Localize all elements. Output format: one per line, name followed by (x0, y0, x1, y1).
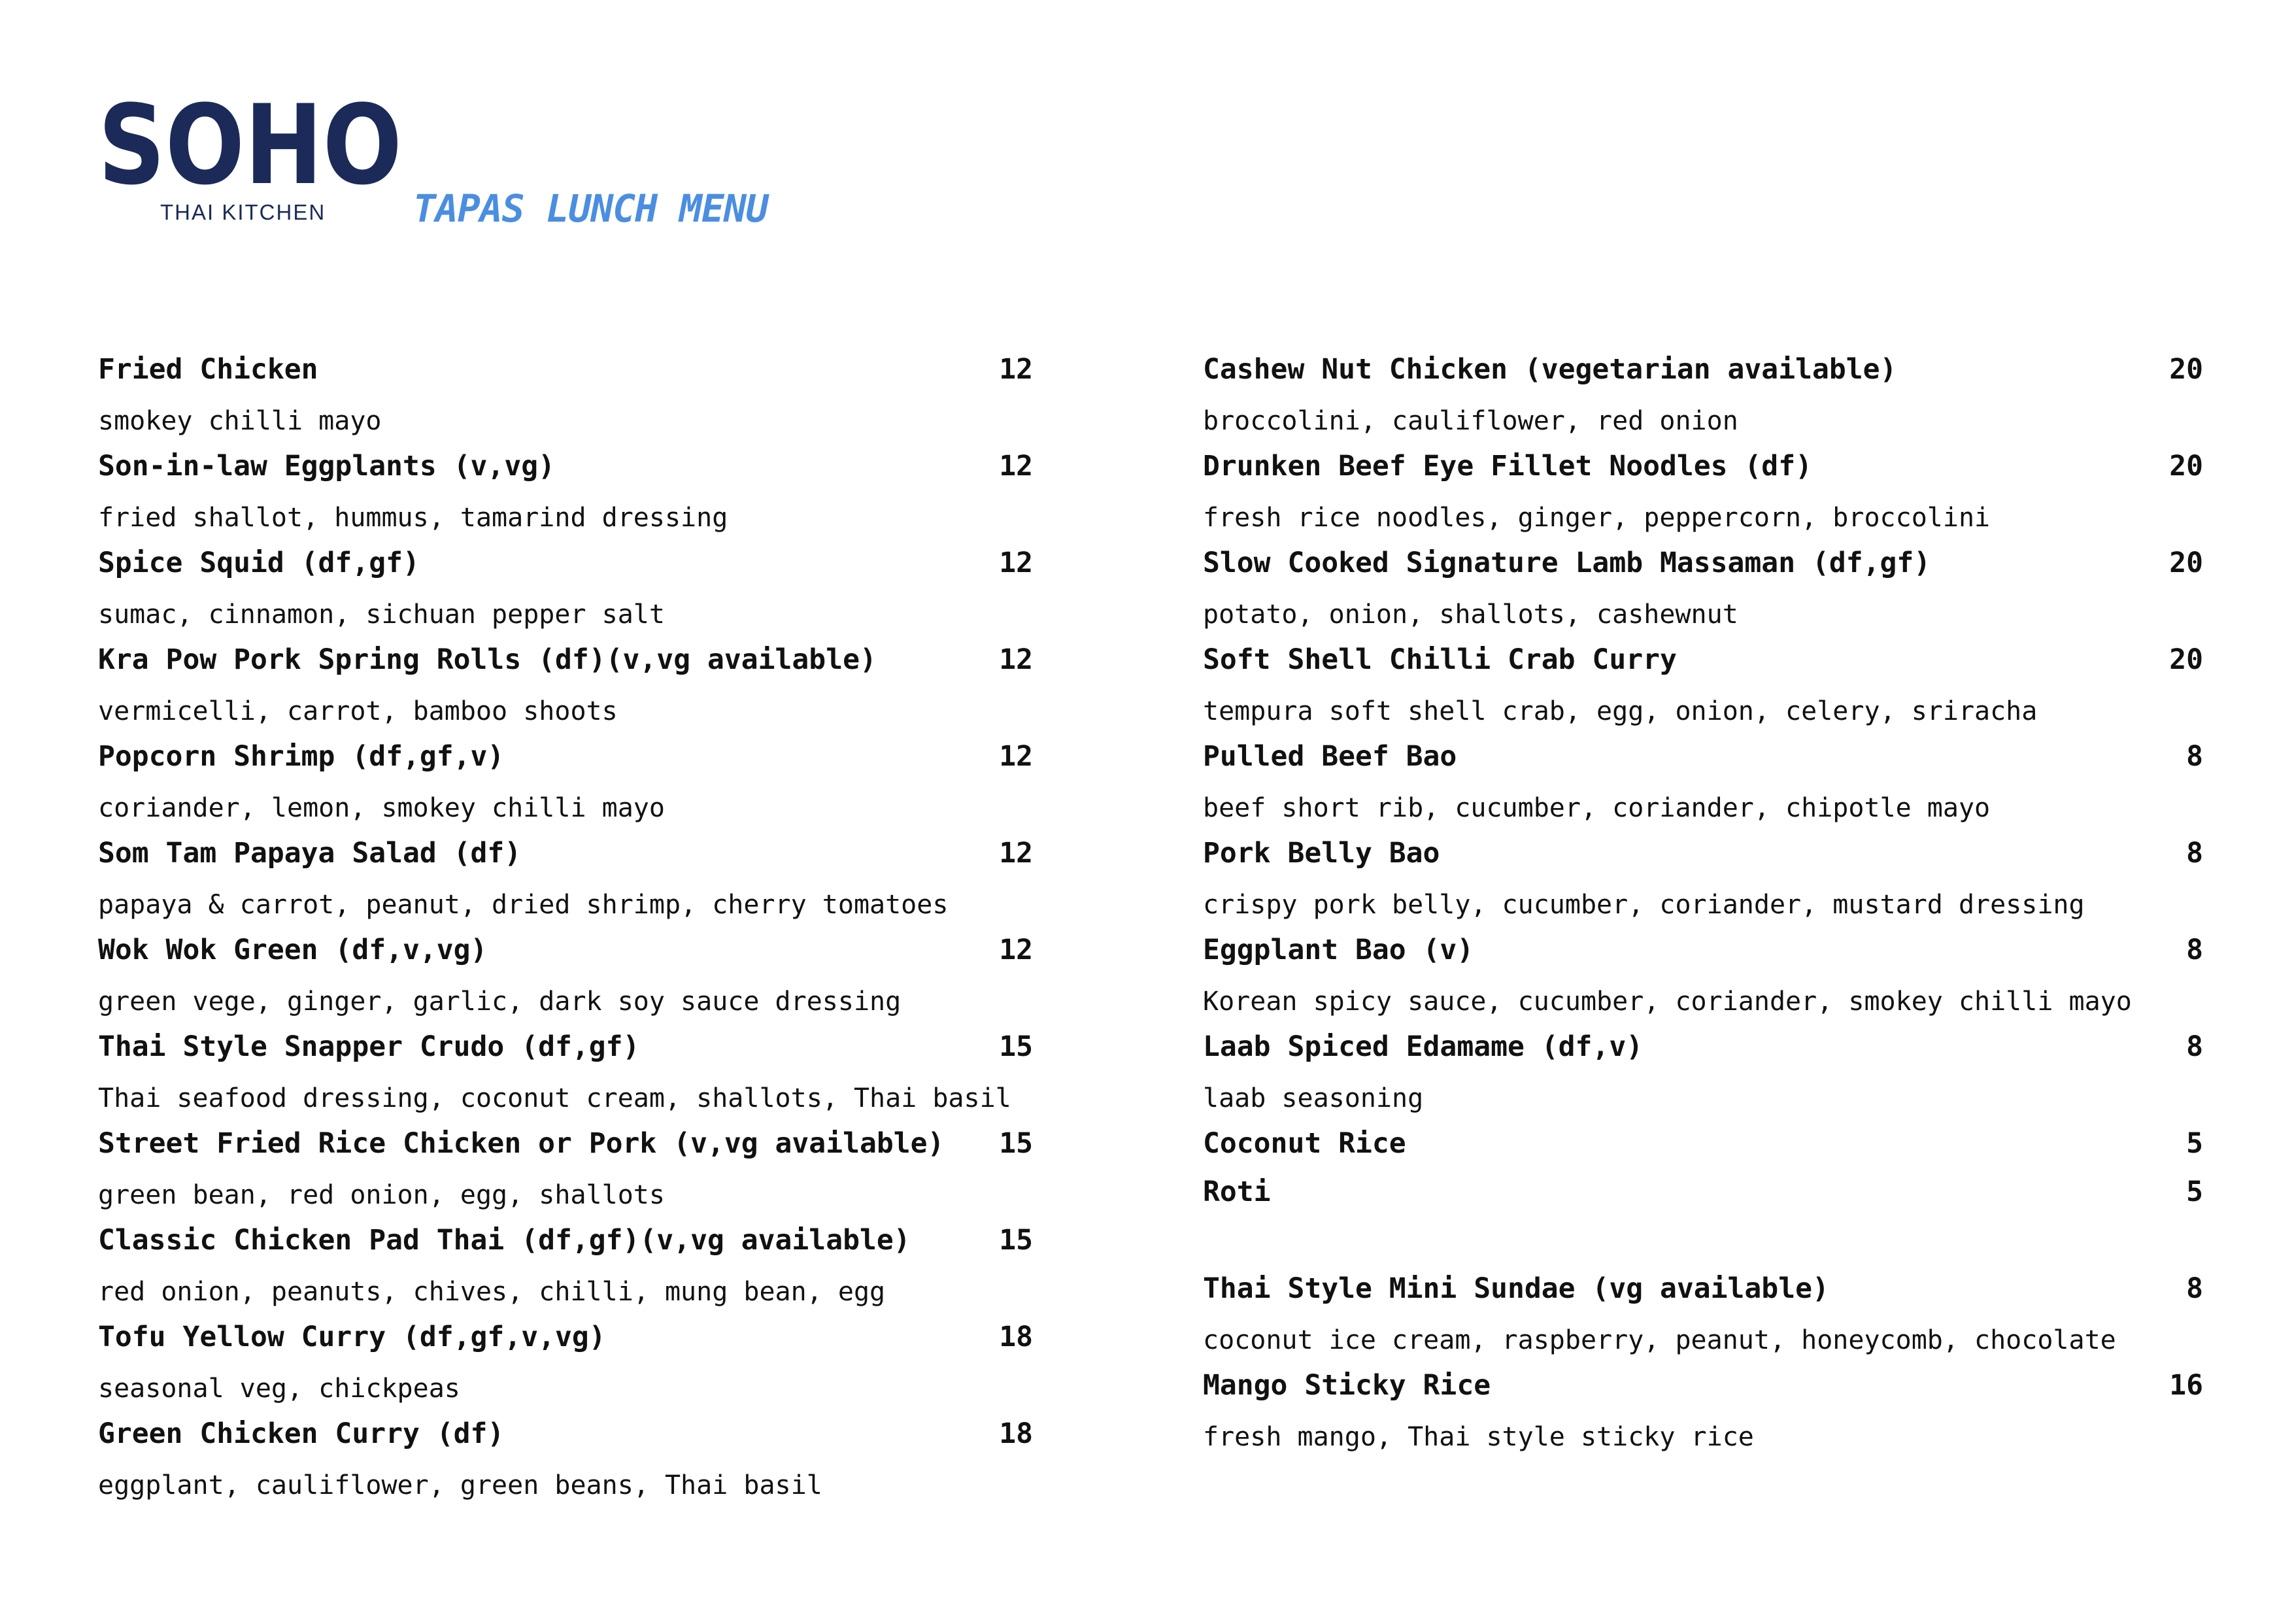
menu-item (98, 643, 1033, 740)
menu-title: TAPAS LUNCH MENU (413, 186, 768, 231)
item-name: Popcorn Shrimp (df,gf,v) (98, 740, 505, 773)
item-description: smokey chilli mayo (98, 406, 382, 436)
item-name: Kra Pow Pork Spring Rolls (df)(v,vg available) (98, 643, 877, 676)
menu-item (98, 450, 1033, 547)
item-description: Thai seafood dressing, coconut cream, shallots, Thai basil (98, 1083, 1011, 1113)
item-name: Tofu Yellow Curry (df,gf,v,vg) (98, 1321, 606, 1353)
item-description: green bean, red onion, egg, shallots (98, 1180, 665, 1210)
menu-item (98, 740, 1033, 837)
item-description: potato, onion, shallots, cashewnut (1203, 600, 1738, 630)
item-name: Pulled Beef Bao (1203, 740, 1457, 773)
item-name: Pork Belly Bao (1203, 837, 1440, 870)
item-name: Son-in-law Eggplants (v,vg) (98, 450, 555, 482)
menu-item (1203, 740, 2203, 837)
svg-text:SOHO: SOHO (98, 98, 402, 190)
item-price: 20 (2169, 547, 2203, 579)
menu-item (1203, 547, 2203, 643)
left-menu-column (98, 353, 1033, 1514)
item-description: coriander, lemon, smokey chilli mayo (98, 793, 665, 823)
item-price: 18 (999, 1321, 1033, 1353)
item-description: fresh mango, Thai style sticky rice (1203, 1422, 1754, 1452)
menu-item (98, 837, 1033, 934)
item-price: 20 (2169, 353, 2203, 386)
item-price: 12 (999, 934, 1033, 966)
soho-logo (98, 98, 405, 229)
menu-item (98, 934, 1033, 1030)
item-description: vermicelli, carrot, bamboo shoots (98, 696, 618, 726)
item-description: crispy pork belly, cucumber, coriander, mustard dressing (1203, 890, 2085, 920)
item-price: 12 (999, 450, 1033, 482)
item-name: Green Chicken Curry (df) (98, 1417, 505, 1450)
item-price: 8 (2186, 740, 2203, 773)
section-spacer (1203, 1224, 2203, 1272)
menu-item (1203, 450, 2203, 547)
logo-subtitle: THAI KITCHEN (160, 200, 326, 224)
item-name: Coconut Rice (1203, 1127, 1406, 1160)
menu-item (98, 353, 1033, 450)
item-price: 12 (999, 643, 1033, 676)
item-name: Spice Squid (df,gf) (98, 547, 420, 579)
item-name: Drunken Beef Eye Fillet Noodles (df) (1203, 450, 1812, 482)
item-description: red onion, peanuts, chives, chilli, mung bean, egg (98, 1277, 886, 1307)
menu-item (1203, 1176, 2203, 1224)
item-description: fried shallot, hummus, tamarind dressing (98, 503, 728, 533)
item-price: 20 (2169, 450, 2203, 482)
item-name: Wok Wok Green (df,v,vg) (98, 934, 488, 966)
item-name: Classic Chicken Pad Thai (df,gf)(v,vg available) (98, 1224, 911, 1257)
item-price: 5 (2186, 1127, 2203, 1160)
item-name: Soft Shell Chilli Crab Curry (1203, 643, 1677, 676)
item-description: laab seasoning (1203, 1083, 1424, 1113)
item-description: eggplant, cauliflower, green beans, Thai basil (98, 1470, 822, 1500)
menu-item (1203, 934, 2203, 1030)
right-menu-column (1203, 353, 2203, 1466)
item-name: Eggplant Bao (v) (1203, 934, 1474, 966)
item-name: Slow Cooked Signature Lamb Massaman (df,gf) (1203, 547, 1931, 579)
menu-item (1203, 837, 2203, 934)
item-price: 15 (999, 1224, 1033, 1257)
item-name: Cashew Nut Chicken (vegetarian available) (1203, 353, 1897, 386)
item-price: 8 (2186, 1272, 2203, 1305)
item-name: Thai Style Snapper Crudo (df,gf) (98, 1030, 640, 1063)
item-price: 15 (999, 1030, 1033, 1063)
item-price: 16 (2169, 1369, 2203, 1402)
menu-item (98, 1417, 1033, 1514)
item-price: 18 (999, 1417, 1033, 1450)
item-description: fresh rice noodles, ginger, peppercorn, broccolini (1203, 503, 1991, 533)
menu-item (1203, 353, 2203, 450)
item-description: beef short rib, cucumber, coriander, chipotle mayo (1203, 793, 1991, 823)
menu-item (98, 1127, 1033, 1224)
menu-item (98, 547, 1033, 643)
item-price: 5 (2186, 1176, 2203, 1208)
menu-item (1203, 1030, 2203, 1127)
menu-item (98, 1224, 1033, 1321)
menu-item (98, 1321, 1033, 1417)
dessert-item (1203, 1369, 2203, 1466)
item-price: 12 (999, 353, 1033, 386)
item-description: coconut ice cream, raspberry, peanut, honeycomb, chocolate (1203, 1325, 2116, 1355)
item-description: papaya & carrot, peanut, dried shrimp, cherry tomatoes (98, 890, 949, 920)
item-description: seasonal veg, chickpeas (98, 1374, 460, 1404)
item-name: Street Fried Rice Chicken or Pork (v,vg available) (98, 1127, 945, 1160)
menu-item (1203, 643, 2203, 740)
item-name: Roti (1203, 1176, 1271, 1208)
item-description: tempura soft shell crab, egg, onion, celery, sriracha (1203, 696, 2038, 726)
dessert-item (1203, 1272, 2203, 1369)
item-price: 8 (2186, 934, 2203, 966)
menu-item (98, 1030, 1033, 1127)
item-name: Fried Chicken (98, 353, 318, 386)
item-price: 12 (999, 547, 1033, 579)
item-name: Thai Style Mini Sundae (vg available) (1203, 1272, 1829, 1305)
item-description: broccolini, cauliflower, red onion (1203, 406, 1738, 436)
item-price: 15 (999, 1127, 1033, 1160)
item-name: Mango Sticky Rice (1203, 1369, 1491, 1402)
item-name: Laab Spiced Edamame (df,v) (1203, 1030, 1644, 1063)
item-description: sumac, cinnamon, sichuan pepper salt (98, 600, 665, 630)
item-price: 8 (2186, 1030, 2203, 1063)
item-price: 12 (999, 740, 1033, 773)
item-description: green vege, ginger, garlic, dark soy sauce dressing (98, 987, 902, 1017)
item-description: Korean spicy sauce, cucumber, coriander, smokey chilli mayo (1203, 987, 2132, 1017)
menu-item (1203, 1127, 2203, 1176)
item-price: 12 (999, 837, 1033, 870)
item-name: Som Tam Papaya Salad (df) (98, 837, 522, 870)
soho-wordmark (98, 98, 405, 190)
item-price: 8 (2186, 837, 2203, 870)
item-price: 20 (2169, 643, 2203, 676)
